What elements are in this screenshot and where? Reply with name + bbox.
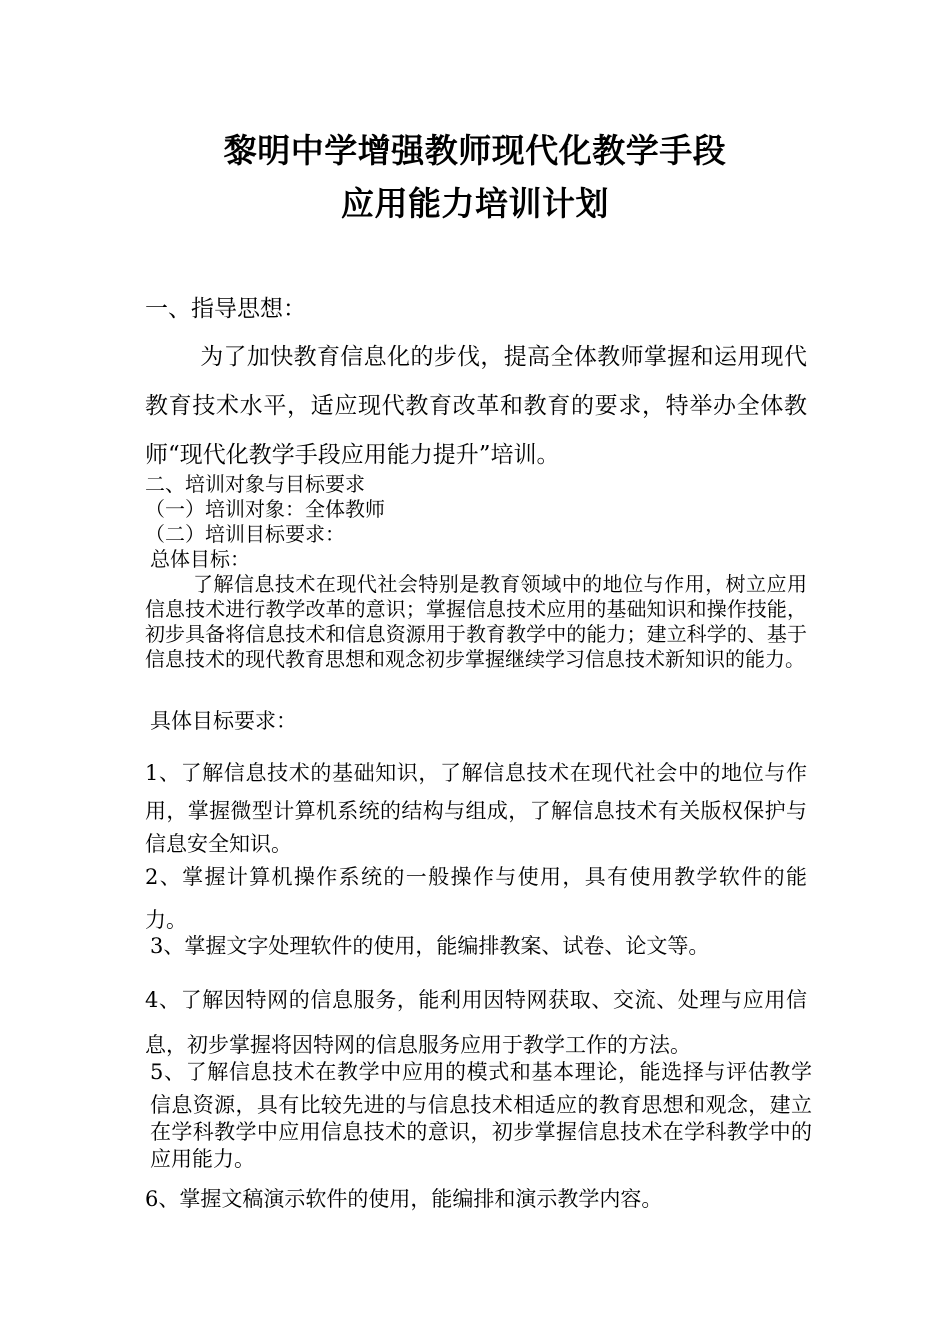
- document-title-line2: 应用能力培训计划: [341, 184, 609, 223]
- goals-heading: （二）培训目标要求：: [145, 522, 345, 546]
- goal-item-2: 2、掌握计算机操作系统的一般操作与使用，具有使用教学软件的能力。: [145, 865, 807, 932]
- goal-item-4: 4、了解因特网的信息服务，能利用因特网获取、交流、处理与应用信息，初步掌握将因特网的信息服务应用于教学工作的方法。: [145, 988, 807, 1057]
- overall-goal-text: 了解信息技术在现代社会特别是教育领域中的地位与作用，树立应用信息技术进行教学改革的意识；掌握信息技术应用的基础知识和操作技能，初步具备将信息技术和信息资源用于教育教学中的能力；建立科学的、基于信息技术的现代教育思想和观念初步掌握继续学习信息技术新知识的能力。: [145, 572, 807, 671]
- goal-item-5: 5、了解信息技术在教学中应用的模式和基本理论，能选择与评估教学信息资源，具有比较先进的与信息技术相适应的教育思想和观念，建立在学科教学中应用信息技术的意识，初步掌握信息技术在学科教学中的应用能力。: [150, 1060, 812, 1171]
- section1-heading: 一、指导思想：: [145, 296, 306, 322]
- goal-item-1: 1、了解信息技术的基础知识，了解信息技术在现代社会中的地位与作用，掌握微型计算机系统的结构与组成，了解信息技术有关版权保护与信息安全知识。: [145, 761, 807, 856]
- section1-paragraph: 为了加快教育信息化的步伐，提高全体教师掌握和运用现代教育技术水平，适应现代教育改革和教育的要求，特举办全体教师“现代化教学手段应用能力提升”培训。: [145, 344, 807, 468]
- overall-goal-label: 总体目标：: [150, 547, 250, 571]
- section2-heading: 二、培训对象与目标要求: [145, 472, 365, 496]
- goal-item-6: 6、掌握文稿演示软件的使用，能编排和演示教学内容。: [145, 1187, 663, 1211]
- document-title-line1: 黎明中学增强教师现代化教学手段: [223, 131, 727, 170]
- specific-goals-label: 具体目标要求：: [150, 709, 297, 733]
- target-audience: （一）培训对象：全体教师: [145, 497, 385, 521]
- goal-item-3: 3、掌握文字处理软件的使用，能编排教案、试卷、论文等。: [150, 934, 710, 958]
